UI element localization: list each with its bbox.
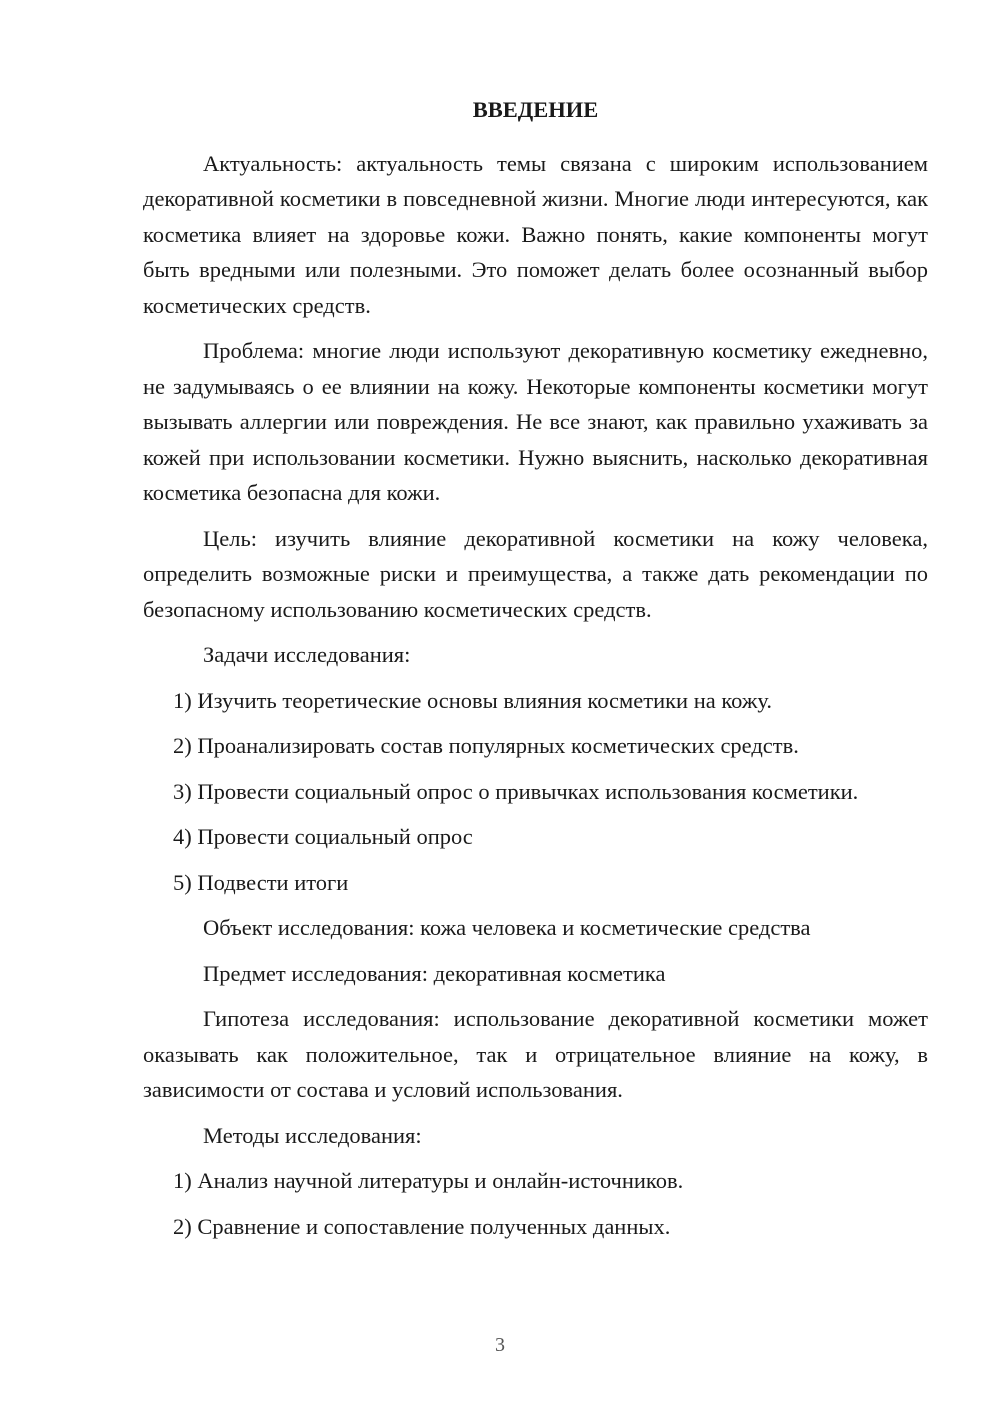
- task-item-2: 2) Проанализировать состав популярных косметических средств.: [173, 733, 799, 758]
- page-number: 3: [495, 1334, 505, 1356]
- task-item-3: 3) Провести социальный опрос о привычках использования косметики.: [173, 778, 859, 804]
- subject-paragraph: Предмет исследования: декоративная косметика: [203, 960, 666, 986]
- task-item-1: 1) Изучить теоретические основы влияния косметики на кожу.: [173, 687, 773, 713]
- section-title: ВВЕДЕНИЕ: [472, 97, 599, 122]
- methods-heading: Методы исследования:: [203, 1122, 422, 1148]
- goal-paragraph: Цель: изучить влияние декоративной косметики на кожу человека, определить возможные риски и преимущества, а также дать рекомендации по безопасному использованию косметических средств.: [143, 525, 928, 622]
- object-paragraph: Объект исследования: кожа человека и косметические средства: [203, 915, 811, 940]
- page-content: [143, 92, 928, 1244]
- method-item-2: 2) Сравнение и сопоставление полученных данных.: [173, 1213, 671, 1239]
- hypothesis-paragraph: Гипотеза исследования: использование декоративной косметики может оказывать как положительное, так и отрицательное влияние на кожу, в зависимости от состава и условий использования.: [143, 1006, 928, 1102]
- method-item-1: 1) Анализ научной литературы и онлайн-источников.: [173, 1168, 684, 1193]
- relevance-paragraph: Актуальность: актуальность темы связана с широким использованием декоративной косметики в повседневной жизни. Многие люди интересуются, как косметика влияет на здоровье кожи. Важно понять, какие компоненты могут быть вредными или полезными. Это поможет делать более осознанный выбор косметических средств.: [143, 150, 928, 318]
- task-item-4: 4) Провести социальный опрос: [173, 824, 473, 849]
- problem-paragraph: Проблема: многие люди используют декоративную косметику ежедневно, не задумываясь о ее влиянии на кожу. Некоторые компоненты косметики могут вызывать аллергии или повреждения. Не все знают, как правильно ухаживать за кожей при использовании косметики. Нужно выяснить, насколько декоративная косметика безопасна для кожи.: [143, 338, 928, 505]
- task-item-5: 5) Подвести итоги: [173, 869, 349, 895]
- tasks-heading: Задачи исследования:: [203, 642, 411, 667]
